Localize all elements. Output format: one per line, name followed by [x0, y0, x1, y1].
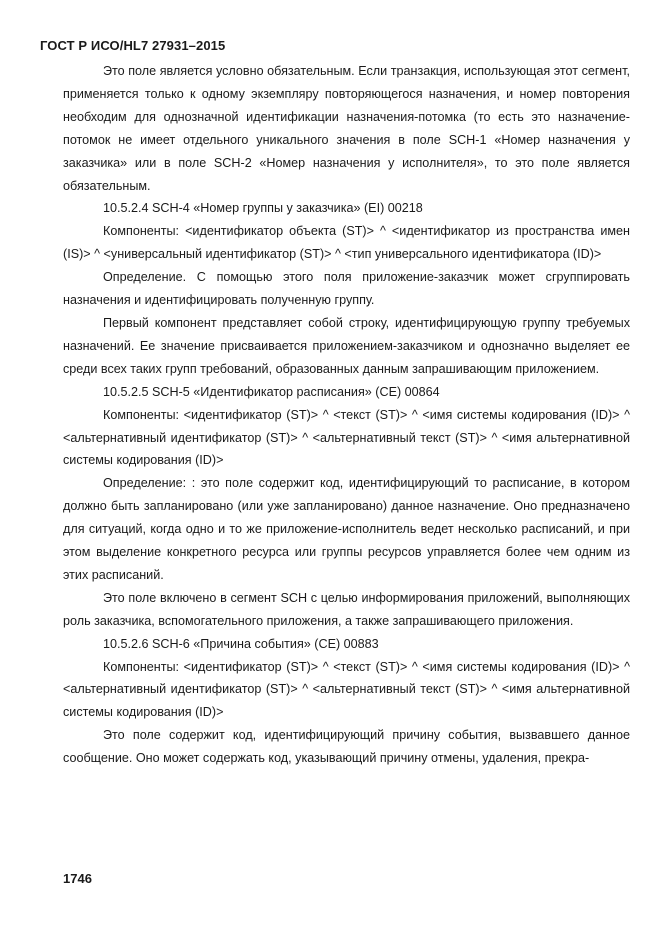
section-heading-10-5-2-5: 10.5.2.5 SCH-5 «Идентификатор расписания» (CE) 00864 — [103, 384, 440, 399]
paragraph: Первый компонент представляет собой строку, идентифицирующую группу требуемых назначений. Ее значение присваивается приложением-заказчиком и однозначно выделяет ее среди всех таких групп требований, образованных данным запрашивающим приложением. — [63, 315, 630, 376]
document-header: ГОСТ Р ИСО/HL7 27931–2015 — [40, 38, 226, 53]
paragraph: Определение: : это поле содержит код, идентифицирующий то расписание, в котором должно быть запланировано (или уже запланировано) данное назначение. Оно предназначено для ситуаций, когда одно и то же приложение-исполнитель ведет несколько расписаний, и при этом выделение конкретного ресурса или группы ресурсов управляется более чем одним из этих расписаний. — [63, 476, 630, 582]
paragraph: Компоненты: <идентификатор (ST)> ^ <текст (ST)> ^ <имя системы кодирования (ID)> ^ <альтернативный идентификатор (ST)> ^ <альтернативный текст (ST)> ^ <имя альтернативной системы кодирования (ID)> — [63, 407, 630, 468]
paragraph: Это поле включено в сегмент SCH с целью информирования приложений, выполняющих роль заказчика, вспомогательного приложения, а также запрашивающего приложения. — [63, 590, 630, 628]
section-heading-10-5-2-6: 10.5.2.6 SCH-6 «Причина события» (CE) 00883 — [103, 636, 379, 651]
paragraph: Компоненты: <идентификатор объекта (ST)> ^ <идентификатор из пространства имен (IS)> ^ <универсальный идентификатор (ST)> ^ <тип универсального идентификатора (ID)> — [63, 224, 630, 262]
page-number: 1746 — [63, 871, 92, 886]
paragraph: Определение. С помощью этого поля приложение-заказчик может сгруппировать назначения и идентифицировать полученную группу. — [63, 270, 630, 308]
paragraph: Компоненты: <идентификатор (ST)> ^ <текст (ST)> ^ <имя системы кодирования (ID)> ^ <альтернативный идентификатор (ST)> ^ <альтернативный текст (ST)> ^ <имя альтернативной системы кодирования (ID)> — [63, 659, 630, 720]
section-heading-10-5-2-4: 10.5.2.4 SCH-4 «Номер группы у заказчика» (EI) 00218 — [103, 201, 423, 216]
paragraph: Это поле является условно обязательным. Если транзакция, использующая этот сегмент, применяется только к одному экземпляру повторяющегося назначения, и номер повторения необходим для однозначной идентификации назначения-потомка (то есть это назначение-потомок не имеет отдельного уникального значения в поле SCH-1 «Номер назначения у заказчика» или в поле SCH-2 «Номер назначения у исполнителя», то это поле является обязательным. — [63, 64, 630, 193]
paragraph: Это поле содержит код, идентифицирующий причину события, вызвавшего данное сообщение. Оно может содержать код, указывающий причину отмены, удаления, прекра- — [63, 728, 630, 766]
document-body — [63, 60, 630, 770]
